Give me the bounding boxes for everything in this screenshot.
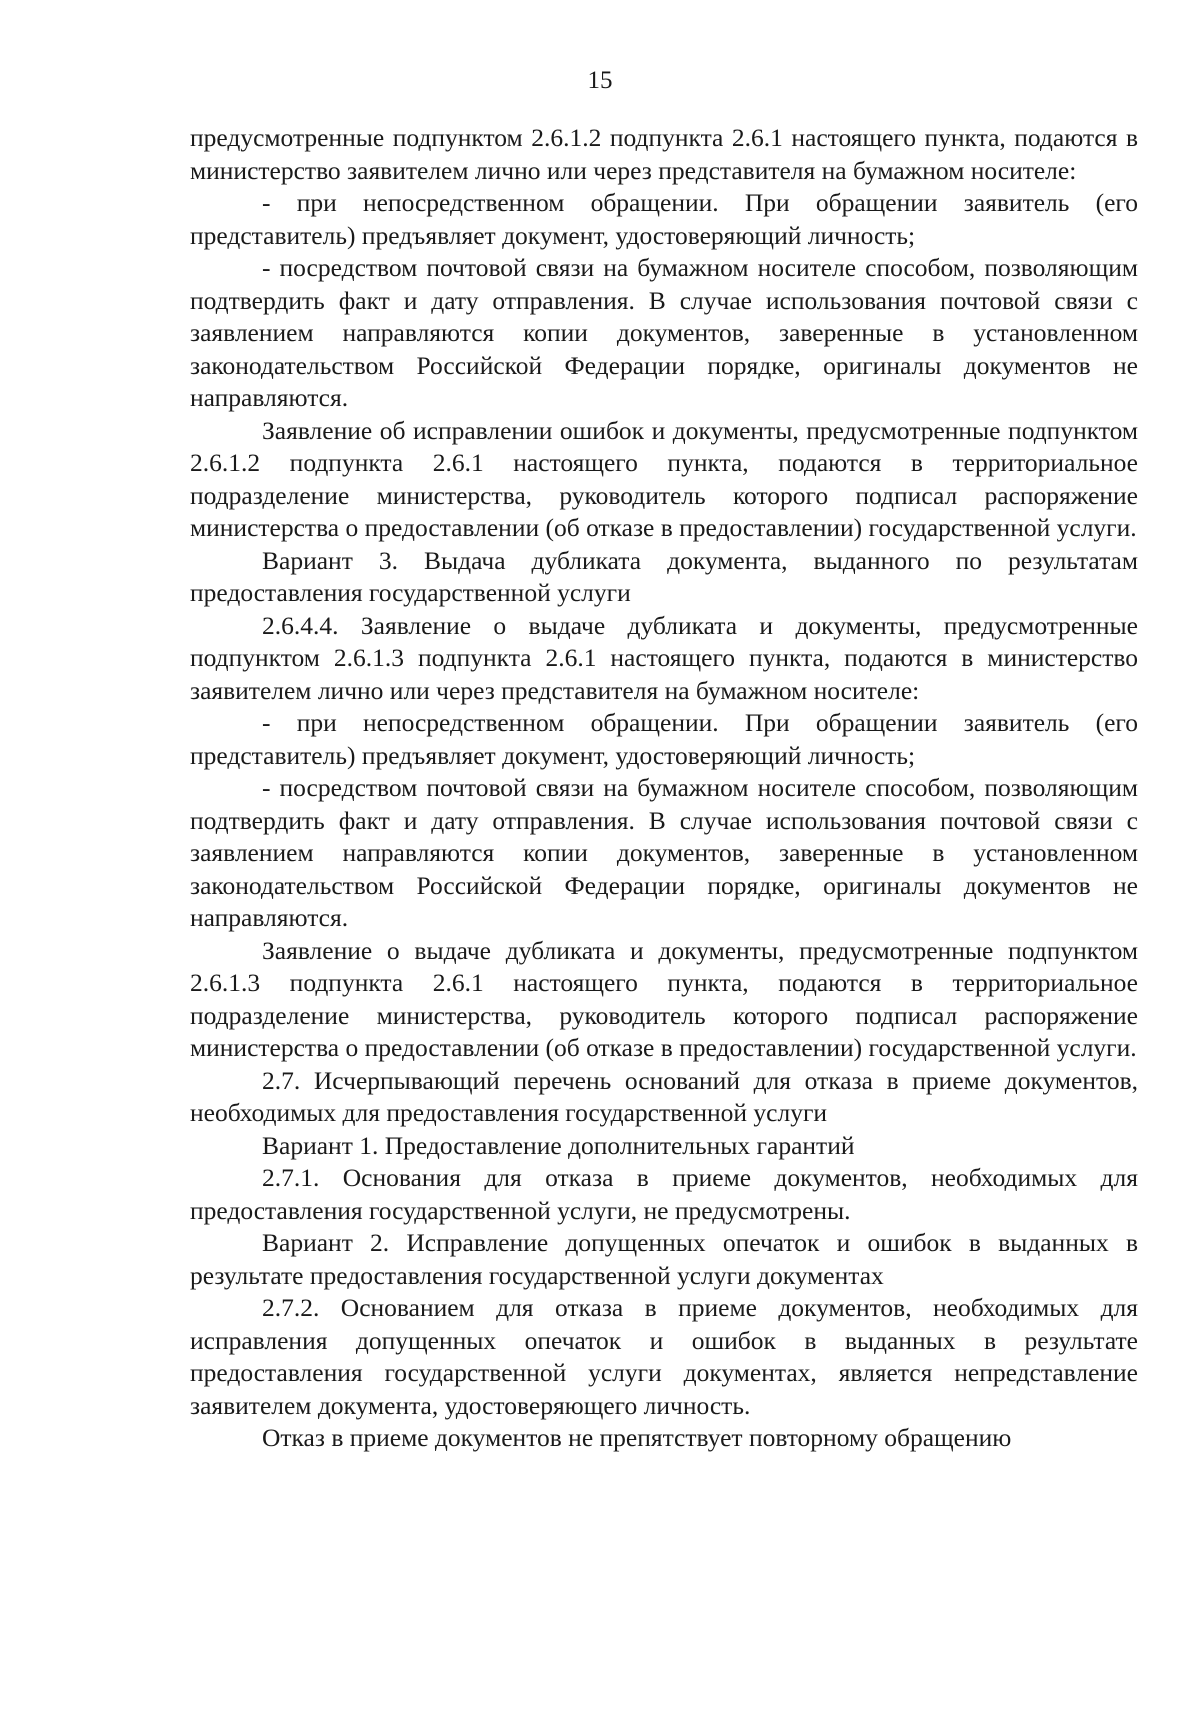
paragraph-variant-3-heading: Вариант 3. Выдача дубликата документа, выданного по результатам предоставления государственной услуги [190,545,1138,607]
paragraph-2-6-4-4: 2.6.4.4. Заявление о выдаче дубликата и документы, предусмотренные подпунктом 2.6.1.3 подпункта 2.6.1 настоящего пункта, подаются в министерство заявителем лично или через представителя на бумажном носителе: [190,610,1138,705]
paragraph-2-7-2: 2.7.2. Основанием для отказа в приеме документов, необходимых для исправления допущенных опечаток и ошибок в выданных в результате предоставления государственной услуги документах, является непредставление заявителем документа, удостоверяющего личность. [190,1293,1138,1420]
paragraph-variant-1-heading: Вариант 1. Предоставление дополнительных гарантий [262,1130,855,1160]
page-number: 15 [587,67,613,94]
paragraph-continuation: предусмотренные подпунктом 2.6.1.2 подпункта 2.6.1 настоящего пункта, подаются в министерство заявителем лично или через представителя на бумажном носителе: [190,123,1138,185]
paragraph-variant-2-heading: Вариант 2. Исправление допущенных опечаток и ошибок в выданных в результате предоставления государственной услуги документах [190,1228,1138,1290]
document-body [190,122,1138,1455]
paragraph-direct-submission-2: - при непосредственном обращении. При обращении заявитель (его представитель) предъявляет документ, удостоверяющий личность; [190,708,1138,770]
paragraph-direct-submission: - при непосредственном обращении. При обращении заявитель (его представитель) предъявляет документ, удостоверяющий личность; [190,188,1138,250]
paragraph-postal-submission-2: - посредством почтовой связи на бумажном носителе способом, позволяющим подтвердить факт и дату отправления. В случае использования почтовой связи с заявлением направляются копии документов, заверенные в установленном законодательством Российской Федерации порядке, оригиналы документов не направляются. [190,773,1138,932]
paragraph-postal-submission: - посредством почтовой связи на бумажном носителе способом, позволяющим подтвердить факт и дату отправления. В случае использования почтовой связи с заявлением направляются копии документов, заверенные в установленном законодательством Российской Федерации порядке, оригиналы документов не направляются. [190,253,1138,412]
paragraph-duplicate-application: Заявление о выдаче дубликата и документы, предусмотренные подпунктом 2.6.1.3 подпункта 2.6.1 настоящего пункта, подаются в территориальное подразделение министерства, руководитель которого подписал распоряжение министерства о предоставлении (об отказе в предоставлении) государственной услуги. [190,935,1138,1062]
paragraph-correction-application: Заявление об исправлении ошибок и документы, предусмотренные подпунктом 2.6.1.2 подпункта 2.6.1 настоящего пункта, подаются в территориальное подразделение министерства, руководитель которого подписал распоряжение министерства о предоставлении (об отказе в предоставлении) государственной услуги. [190,415,1138,542]
paragraph-2-7-1: 2.7.1. Основания для отказа в приеме документов, необходимых для предоставления государственной услуги, не предусмотрены. [190,1163,1138,1225]
paragraph-2-7-heading: 2.7. Исчерпывающий перечень оснований для отказа в приеме документов, необходимых для предоставления государственной услуги [190,1065,1138,1127]
paragraph-refusal-note: Отказ в приеме документов не препятствует повторному обращению [262,1423,1012,1452]
